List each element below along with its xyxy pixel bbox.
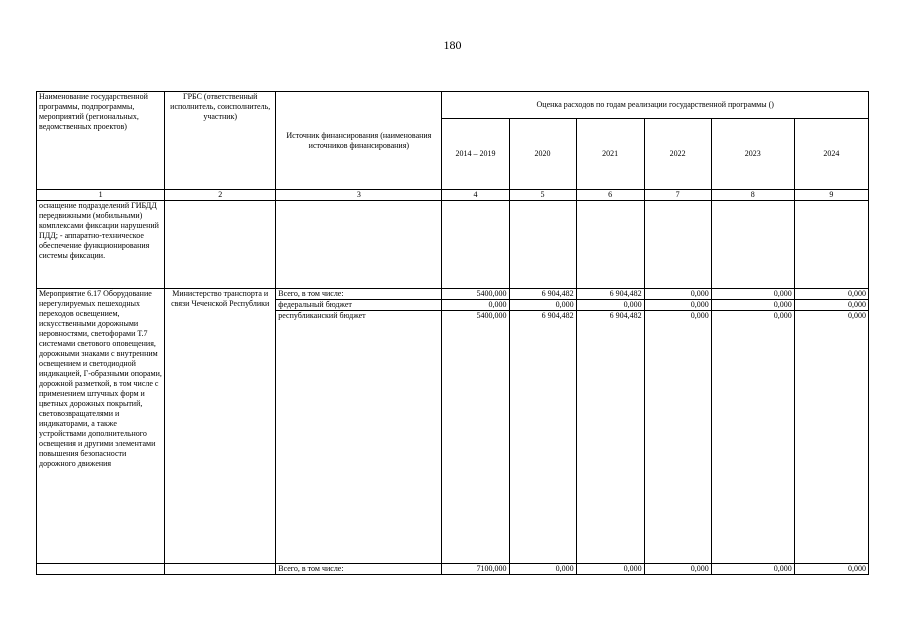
value-cell: 6 904,482 bbox=[576, 289, 644, 300]
measure-grbs: Министерство транспорта и связи Чеченской Республики bbox=[165, 289, 276, 564]
value-cell: 0,000 bbox=[794, 311, 868, 564]
budget-table bbox=[36, 91, 869, 575]
value-cell: 0,000 bbox=[576, 564, 644, 575]
value-cell: 0,000 bbox=[509, 300, 576, 311]
header-year: 2020 bbox=[509, 119, 576, 190]
value-cell: 0,000 bbox=[794, 300, 868, 311]
value-cell: 0,000 bbox=[794, 289, 868, 300]
column-index: 6 bbox=[576, 190, 644, 201]
header-year: 2023 bbox=[711, 119, 794, 190]
column-index: 4 bbox=[442, 190, 509, 201]
source-cell: республиканский бюджет bbox=[276, 311, 442, 564]
column-index: 8 bbox=[711, 190, 794, 201]
header-financing-source: Источник финансирования (наименования источников финансирования) bbox=[276, 92, 442, 190]
value-cell: 0,000 bbox=[711, 289, 794, 300]
value-cell: 6 904,482 bbox=[509, 311, 576, 564]
header-grbs: ГРБС (ответственный исполнитель, соисполнитель, участник) bbox=[165, 92, 276, 190]
source-cell: Всего, в том числе: bbox=[276, 564, 442, 575]
value-cell: 5400,000 bbox=[442, 289, 509, 300]
value-cell: 0,000 bbox=[711, 311, 794, 564]
value-cell: 0,000 bbox=[711, 564, 794, 575]
value-cell: 0,000 bbox=[576, 300, 644, 311]
column-index-row bbox=[37, 190, 869, 201]
value-cell: 0,000 bbox=[509, 564, 576, 575]
page-number: 180 bbox=[443, 38, 462, 52]
measure-name: Мероприятие 6.17 Оборудование нерегулируемых пешеходных переходов освещением, искусственными дорожными неровностями, светофорами Т.7 системами светового оповещения, дорожными знаками с внутренним освещением и светодиодной индикацией, Г-образными опорами, дорожной разметкой, в том числе с применением штучных форм и цветных дорожных покрытий, световозвращателями и индикаторами, а также устройствами дополнительного освещения и другими элементами повышения безопасности дорожного движения bbox=[37, 289, 165, 564]
header-year: 2021 bbox=[576, 119, 644, 190]
value-cell: 0,000 bbox=[644, 311, 711, 564]
continued-measure-text: оснащение подразделений ГИБДД передвижными (мобильными) комплексами фиксации нарушений ПДД; - аппаратно-техническое обеспечение функционирования системы фиксации. bbox=[37, 201, 165, 289]
column-index: 3 bbox=[276, 190, 442, 201]
table-row bbox=[37, 289, 869, 300]
header-program-name: Наименование государственной программы, подпрограммы, мероприятий (региональных, ведомственных проектов) bbox=[37, 92, 165, 190]
column-index: 2 bbox=[165, 190, 276, 201]
column-index: 5 bbox=[509, 190, 576, 201]
source-cell: федеральный бюджет bbox=[276, 300, 442, 311]
value-cell: 6 904,482 bbox=[576, 311, 644, 564]
value-cell: 5400,000 bbox=[442, 311, 509, 564]
header-expense-estimate: Оценка расходов по годам реализации государственной программы () bbox=[442, 92, 869, 119]
value-cell: 6 904,482 bbox=[509, 289, 576, 300]
value-cell: 0,000 bbox=[644, 564, 711, 575]
value-cell: 0,000 bbox=[442, 300, 509, 311]
value-cell: 0,000 bbox=[794, 564, 868, 575]
value-cell: 0,000 bbox=[644, 289, 711, 300]
table-row bbox=[37, 564, 869, 575]
column-index: 7 bbox=[644, 190, 711, 201]
header-year: 2024 bbox=[794, 119, 868, 190]
column-index: 1 bbox=[37, 190, 165, 201]
value-cell: 7100,000 bbox=[442, 564, 509, 575]
header-year: 2022 bbox=[644, 119, 711, 190]
header-year: 2014 – 2019 bbox=[442, 119, 509, 190]
source-cell: Всего, в том числе: bbox=[276, 289, 442, 300]
value-cell: 0,000 bbox=[644, 300, 711, 311]
value-cell: 0,000 bbox=[711, 300, 794, 311]
column-index: 9 bbox=[794, 190, 868, 201]
table-row bbox=[37, 201, 869, 289]
